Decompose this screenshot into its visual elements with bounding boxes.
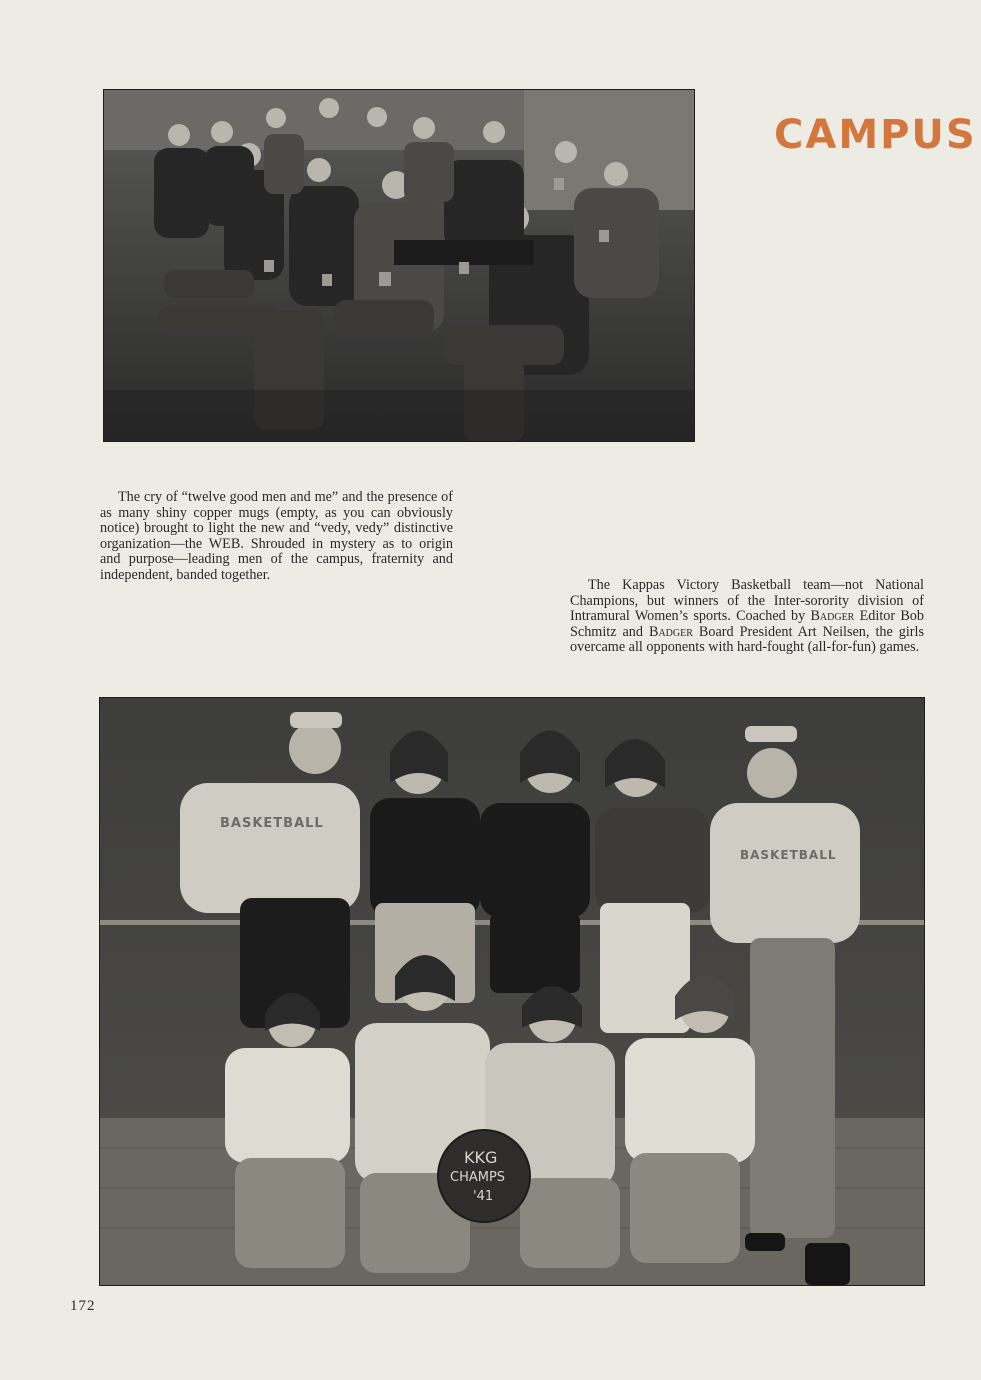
section-title: CAMPUS <box>774 112 977 158</box>
sweater-lettering-right: BASKETBALL <box>740 848 837 862</box>
kappa-caption <box>570 578 924 656</box>
web-caption: The cry of “twelve good men and me” and the presence of as many shiny copper mugs (empty, as you can obviously notice) brought to light the new and “vedy, vedy” distinctive organization—the WEB. Shrouded in mystery as to origin and purpose—leading men of the campus, fraternity and independent, banded together. <box>100 489 453 583</box>
kappa-caption-part3: Board President Art Neilsen, the girls overcame all opponents with hard-fought (all-for-fun) games. <box>570 623 924 656</box>
men-with-mugs-photo <box>103 89 695 442</box>
badger-name-2: Badger <box>649 623 693 640</box>
kappa-caption-part1: The Kappas Victory Basketball team—not National Champions, but winners of the Inter-sorority division of Intramural Women’s sports. Coached by <box>570 577 924 625</box>
sweater-lettering-left: BASKETBALL <box>220 816 324 831</box>
ball-lettering-2: CHAMPS <box>450 1170 506 1185</box>
page-number: 172 <box>70 1298 96 1314</box>
ball-lettering-1: KKG <box>464 1148 498 1167</box>
basketball-team-photo <box>99 697 925 1286</box>
badger-name-1: Badger <box>810 608 855 625</box>
kappa-caption-part2: Editor Bob Schmitz and <box>570 608 924 640</box>
ball-lettering-3: '41 <box>473 1189 494 1204</box>
